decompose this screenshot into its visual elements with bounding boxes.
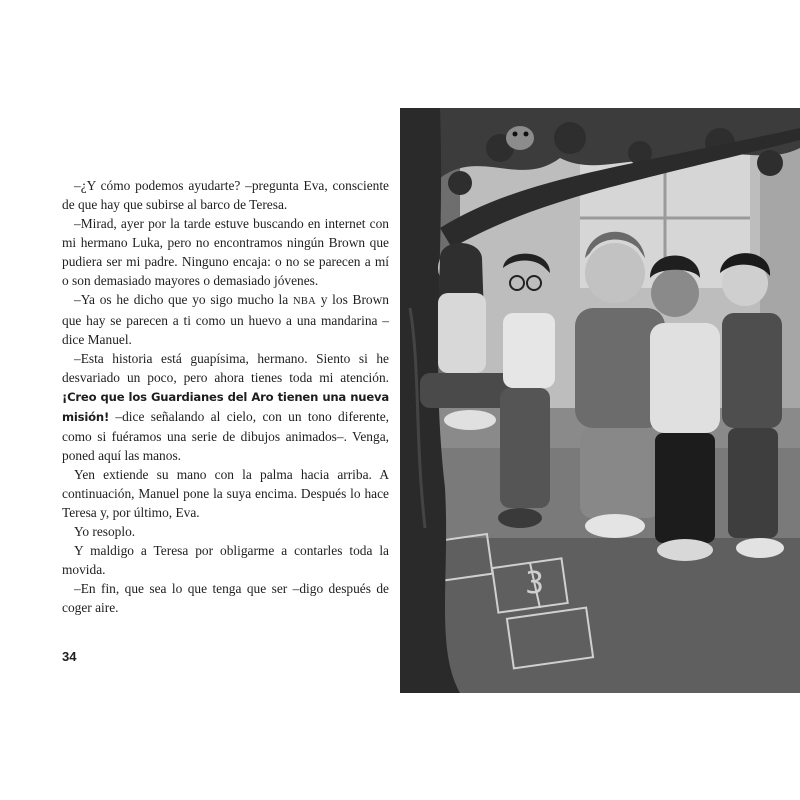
- kids-group-illustration-icon: [400, 108, 800, 693]
- paragraph-3-before: –Ya os he dicho que yo sigo mucho la: [74, 292, 293, 307]
- page-text: [62, 176, 389, 617]
- mission-emphasis: ¡Creo que los Guardianes del Aro tienen una nueva misión!: [62, 390, 389, 424]
- paragraph-8: –En fin, que sea lo que tenga que ser –digo después de coger aire.: [62, 581, 389, 615]
- nba-small-caps: NBA: [292, 296, 317, 307]
- page-number: 34: [62, 649, 77, 664]
- paragraph-7: Y maldigo a Teresa por obligarme a contarles toda la movida.: [62, 543, 389, 577]
- paragraph-3: [62, 290, 389, 349]
- svg-text:3: 3: [525, 566, 545, 601]
- paragraph-4-after: –dice señalando al cielo, con un tono diferente, como si fuéramos una serie de dibujos animados–. Venga, poned aquí las manos.: [62, 409, 389, 463]
- paragraph-1: –¿Y cómo podemos ayudarte? –pregunta Eva, consciente de que hay que subirse al barco de Teresa.: [62, 178, 389, 212]
- paragraph-4-before: –Esta historia está guapísima, hermano. Siento si he desvariado un poco, pero ahora tienes toda mi atención.: [62, 351, 389, 385]
- paragraph-5: Yen extiende su mano con la palma hacia arriba. A continuación, Manuel pone la suya encima. Después lo hace Teresa y, por último, Eva.: [62, 467, 389, 520]
- paragraph-4: [62, 349, 389, 465]
- paragraph-2: –Mirad, ayer por la tarde estuve buscando en internet con mi hermano Luka, pero no encontramos ningún Brown que pudiera ser mi padre. Ninguno encaja: o no se parecen a mí o son demasiado mayores o demasiado jóvenes.: [62, 216, 389, 288]
- paragraph-3-after: y los Brown que hay se parecen a ti como un huevo a una mandarina –dice Manuel.: [62, 292, 389, 347]
- paragraph-6: Yo resoplo.: [74, 524, 136, 539]
